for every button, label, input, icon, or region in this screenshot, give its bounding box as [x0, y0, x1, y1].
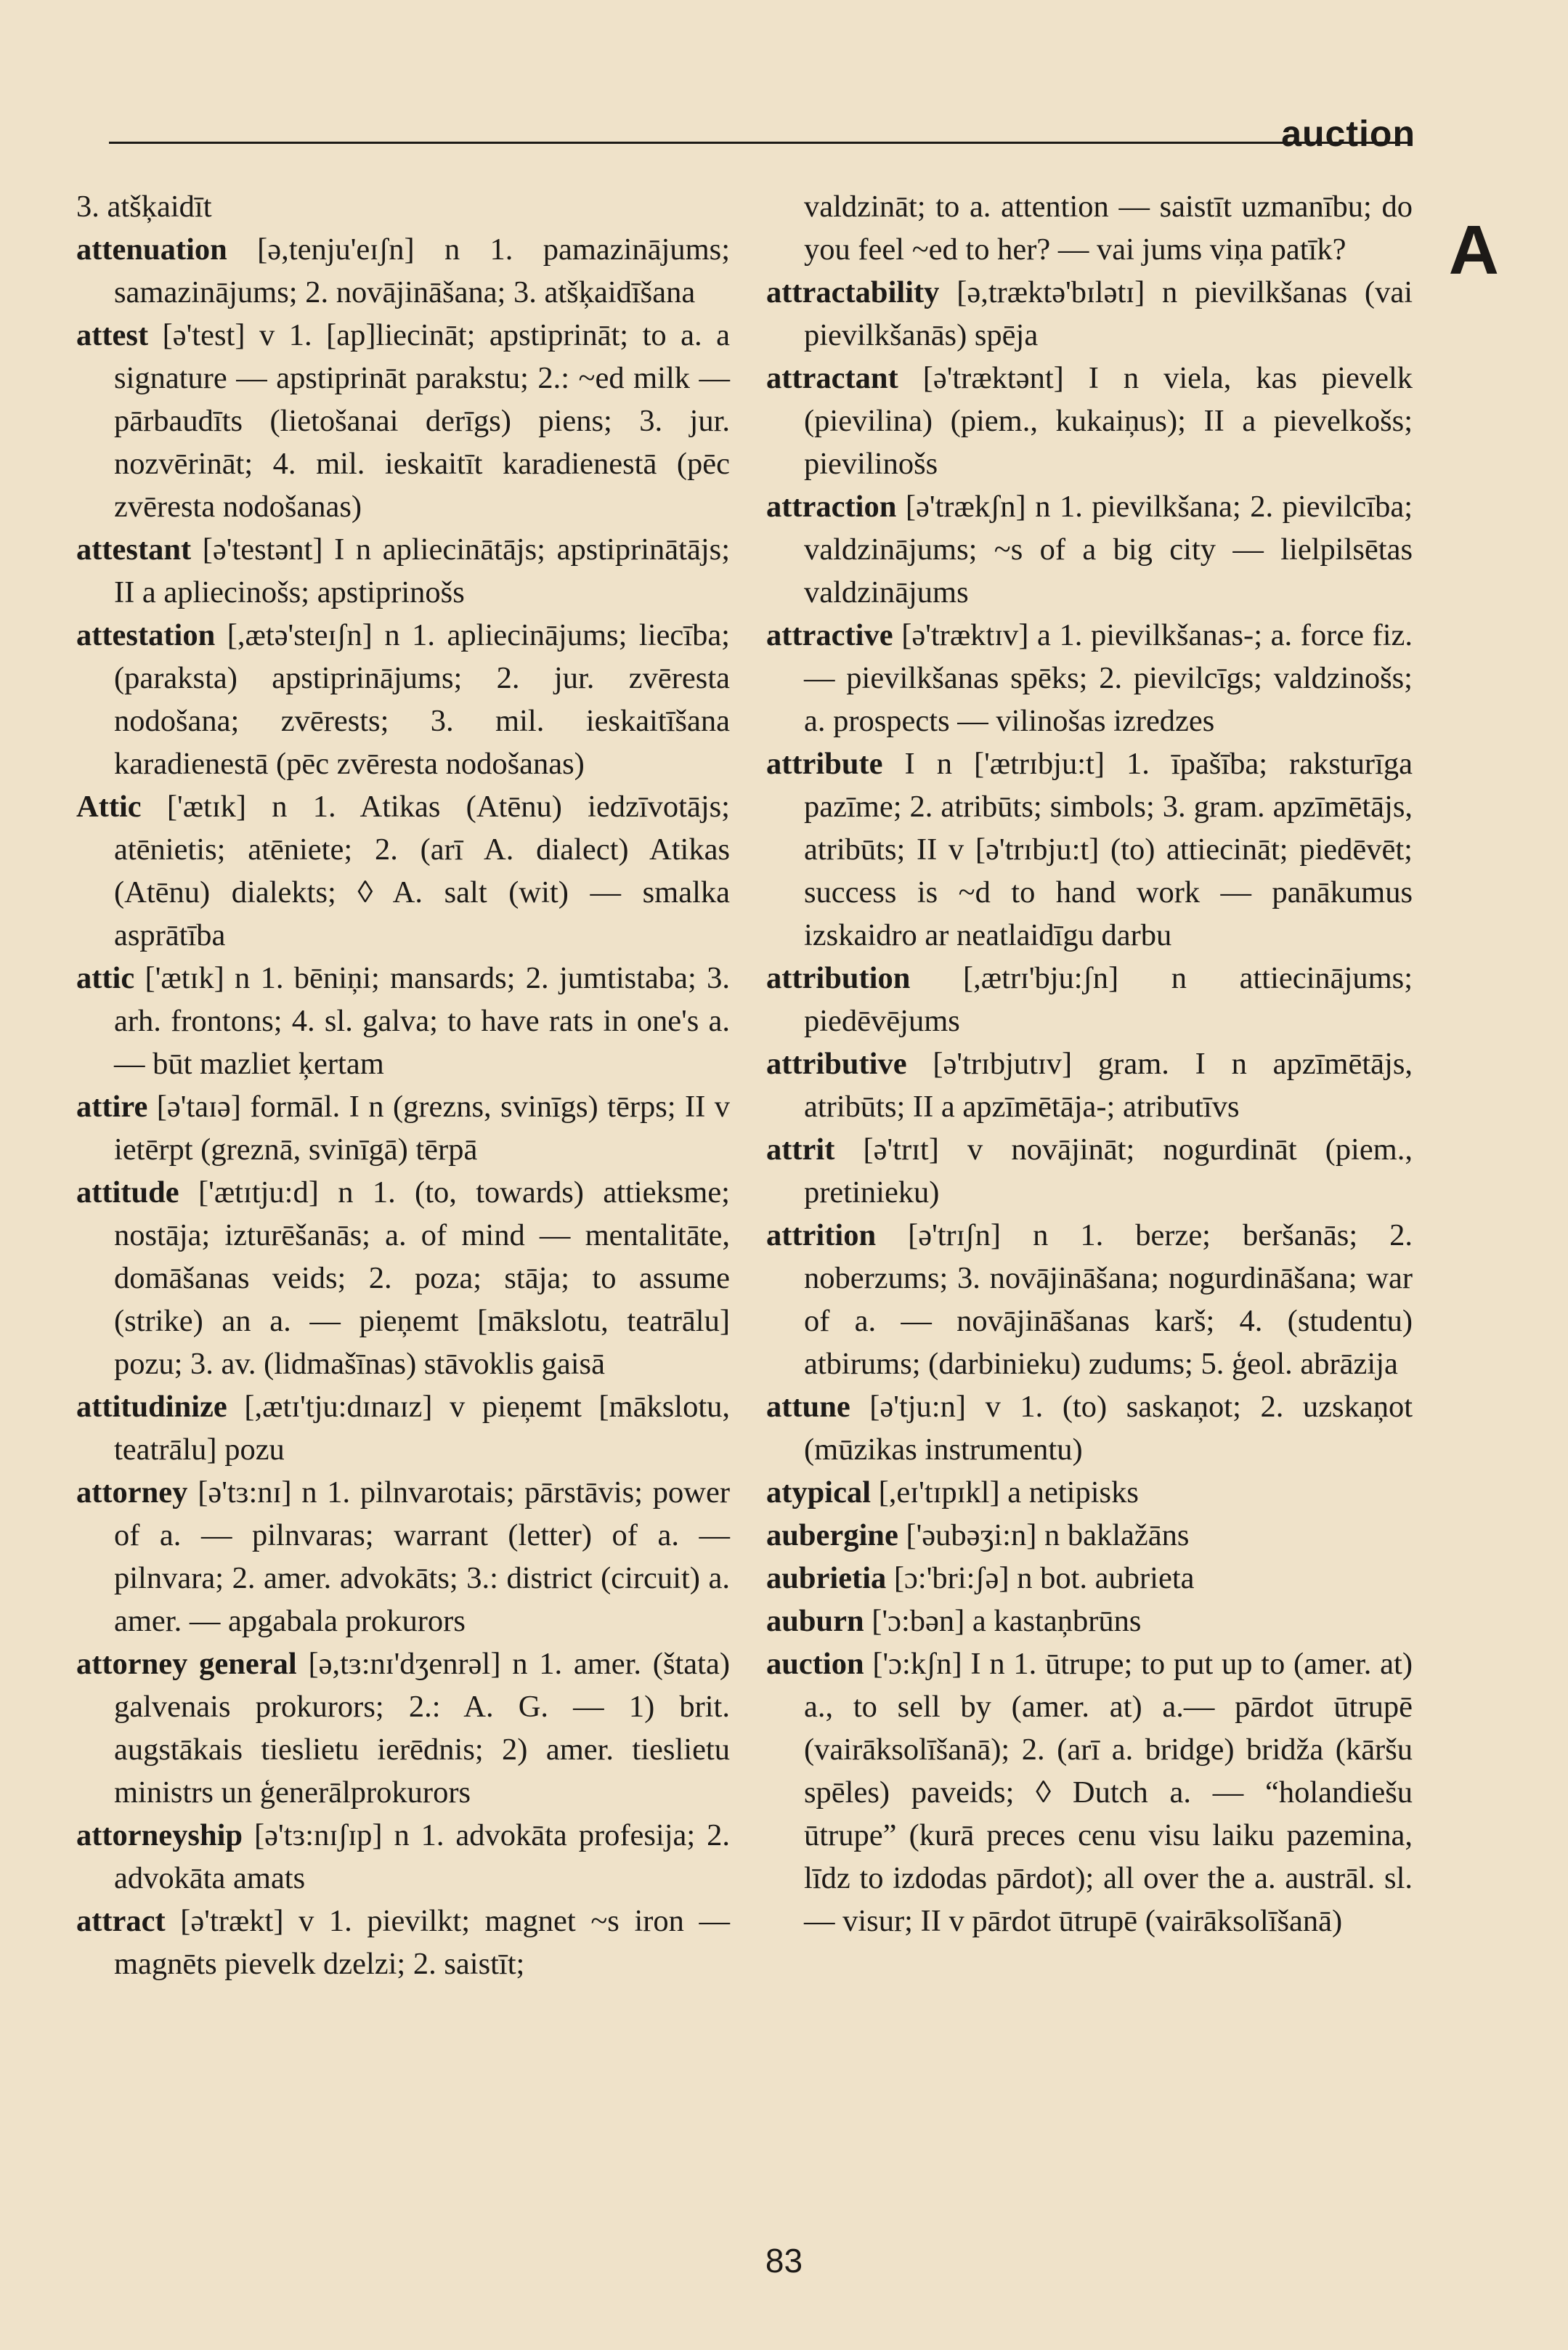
- entry-definition: ['ɔ:kʃn] I n 1. ūtrupe; to put up to (amer. at) a., to sell by (amer. at) a.— pārdot ūtrupē (vairāksolīšanā); 2. (arī a. bridge) bridža (kāršu spēles) paveids; ◊ Dutch a. — “holandiešu ūtrupe” (kurā preces cenu visu laiku pazemina, līdz to izdodas pārdot); all over the a. austrāl. sl. — visur; II v pārdot ūtrupē (vairāksolīšanā): [804, 1647, 1413, 1938]
- dictionary-entry: [766, 1214, 1413, 1385]
- entry-definition: [ə'trækt] v 1. pievilkt; magnet ~s iron — magnēts pievelk dzelzi; 2. saistīt;: [114, 1904, 730, 1981]
- entry-definition: [ə'test] v 1. [ap]liecināt; apstiprināt; to a. a signature — apstiprināt parakstu; 2.: ~ed milk — pārbaudīts (lietošanai derīgs) piens; 3. jur. nozvērināt; 4. mil. ieskaitīt karadienestā (pēc zvēresta nodošanas): [114, 318, 730, 524]
- entry-headword: attestation: [76, 618, 216, 652]
- entry-headword: attrit: [766, 1133, 835, 1167]
- entry-headword: attenuation: [76, 232, 227, 267]
- entry-headword: attitudinize: [76, 1390, 227, 1424]
- entry-headword: attractant: [766, 361, 898, 395]
- entry-definition: [,ætrɪ'bju:ʃn] n attiecinājums; piedēvējums: [804, 961, 1413, 1038]
- dictionary-entry: [766, 1642, 1413, 1942]
- dictionary-entry: [76, 785, 730, 957]
- right-column: [766, 185, 1413, 1942]
- running-head: auction: [1281, 113, 1415, 154]
- entry-headword: attractability: [766, 275, 940, 309]
- entry-definition: ['ætɪk] n 1. Atikas (Atēnu) iedzīvotājs; atēnietis; atēniete; 2. (arī A. dialect) Atikas (Atēnu) dialekts; ◊ A. salt (wit) — smalka asprātība: [114, 790, 730, 952]
- entry-headword: attune: [766, 1390, 850, 1424]
- dictionary-entry: [766, 614, 1413, 742]
- entry-headword: attestant: [76, 532, 192, 567]
- entry-definition: [ə,træktə'bɪlətɪ] n pievilkšanas (vai pievilkšanās) spēja: [804, 275, 1413, 352]
- dictionary-entry: [76, 1385, 730, 1471]
- dictionary-entry: [76, 1642, 730, 1814]
- dictionary-entry: [766, 1385, 1413, 1471]
- entry-headword: atypical: [766, 1475, 872, 1510]
- entry-definition: I n ['ætrɪbju:t] 1. īpašība; raksturīga pazīme; 2. atribūts; simbols; 3. gram. apzīmētājs, atribūts; II v [ə'trɪbju:t] (to) attiecināt; piedēvēt; success is ~d to hand work — panākumus izskaidro ar neatlaidīgu darbu: [804, 747, 1413, 952]
- entry-headword: attrition: [766, 1218, 877, 1252]
- entry-definition: [ə'trɪbjutɪv] gram. I n apzīmētājs, atribūts; II a apzīmētāja-; atributīvs: [804, 1047, 1413, 1124]
- dictionary-entry: [76, 314, 730, 528]
- entry-headword: attitude: [76, 1175, 179, 1210]
- dictionary-entry: [766, 185, 1413, 271]
- dictionary-entry: [766, 1471, 1413, 1514]
- entry-definition: [ə'trækʃn] n 1. pievilkšana; 2. pievilcība; valdzinājums; ~s of a big city — lielpilsētas valdzinājums: [804, 490, 1413, 609]
- entry-headword: auburn: [766, 1604, 864, 1638]
- entry-headword: attorney general: [76, 1647, 297, 1681]
- dictionary-entry: [76, 614, 730, 785]
- entry-definition: ['ætɪk] n 1. bēniņi; mansards; 2. jumtistaba; 3. arh. frontons; 4. sl. galva; to have rats in one's a. — būt mazliet ķertam: [114, 961, 730, 1081]
- dictionary-entry: [76, 528, 730, 614]
- entry-definition: [ə'tɜ:nɪʃɪp] n 1. advokāta profesija; 2. advokāta amats: [114, 1818, 731, 1895]
- entry-definition: [ə'testənt] I n apliecinātājs; apstiprinātājs; II a apliecinošs; apstiprinošs: [114, 532, 730, 609]
- entry-headword: attract: [76, 1904, 166, 1938]
- page-number: 83: [765, 2242, 803, 2280]
- dictionary-entry: [766, 1514, 1413, 1557]
- entry-headword: attribution: [766, 961, 911, 995]
- dictionary-entry: [76, 185, 730, 228]
- dictionary-entry: [766, 1042, 1413, 1128]
- entry-headword: aubrietia: [766, 1561, 887, 1595]
- entry-headword: attractive: [766, 618, 893, 652]
- dictionary-entry: [766, 742, 1413, 957]
- entry-headword: attest: [76, 318, 149, 352]
- entry-headword: Attic: [76, 790, 142, 824]
- entry-headword: attraction: [766, 490, 897, 524]
- entry-definition: [ə'træktɪv] a 1. pievilkšanas-; a. force fiz.— pievilkšanas spēks; 2. pievilcīgs; valdzinošs; a. prospects — vilinošas izredzes: [804, 618, 1413, 738]
- dictionary-entry: [766, 1557, 1413, 1600]
- entry-definition: [ə,tenju'eɪʃn] n 1. pamazinājums; samazinājums; 2. novājināšana; 3. atšķaidīšana: [114, 232, 730, 309]
- dictionary-entry: [766, 357, 1413, 485]
- header-rule: [109, 142, 1409, 144]
- entry-definition: 3. atšķaidīt: [76, 190, 212, 224]
- entry-definition: [ə'tɜ:nɪ] n 1. pilnvarotais; pārstāvis; power of a. — pilnvaras; warrant (letter) of a. — pilnvara; 2. amer. advokāts; 3.: district (circuit) a. amer. — apgabala prokurors: [114, 1475, 730, 1638]
- entry-definition: [ə,tɜ:nɪ'dʒenrəl] n 1. amer. (štata) galvenais prokurors; 2.: A. G. — 1) brit. augstākais tieslietu ierēdnis; 2) amer. tieslietu ministrs un ģenerālprokurors: [114, 1647, 730, 1810]
- entry-definition: [ə'træktənt] I n viela, kas pievelk (pievilina) (piem., kukaiņus); II a pievelkošs; pievilinošs: [804, 361, 1413, 481]
- entry-headword: attribute: [766, 747, 883, 781]
- entry-definition: [ə'trɪt] v novājināt; nogurdināt (piem., pretinieku): [804, 1133, 1413, 1210]
- letter-tab: A: [1448, 211, 1499, 289]
- dictionary-entry: [76, 1814, 730, 1900]
- dictionary-entry: [766, 1600, 1413, 1642]
- entry-definition: [,ætə'steɪʃn] n 1. apliecinājums; liecība; (paraksta) apstiprinājums; 2. jur. zvēresta nodošana; zvērests; 3. mil. ieskaitīšana karadienestā (pēc zvēresta nodošanas): [114, 618, 730, 781]
- entry-definition: [,eɪ'tɪpɪkl] a netipisks: [878, 1475, 1139, 1510]
- entry-definition: ['ætɪtju:d] n 1. (to, towards) attieksme; nostāja; izturēšanās; a. of mind — mentalitāte, domāšanas veids; 2. poza; stāja; to assume (strike) an a. — pieņemt [mākslotu, teatrālu] pozu; 3. av. (lidmašīnas) stāvoklis gaisā: [114, 1175, 730, 1381]
- dictionary-entry: [766, 485, 1413, 614]
- entry-definition: ['ɔ:bən] a kastaņbrūns: [872, 1604, 1142, 1638]
- entry-headword: attorneyship: [76, 1818, 243, 1852]
- entry-headword: attire: [76, 1090, 148, 1124]
- dictionary-entry: [766, 271, 1413, 357]
- dictionary-entry: [76, 1900, 730, 1985]
- entry-headword: attorney: [76, 1475, 188, 1510]
- entry-definition: [ɔ:'bri:ʃə] n bot. aubrieta: [893, 1561, 1195, 1595]
- dictionary-entry: [766, 957, 1413, 1042]
- entry-definition: [,ætɪ'tju:dɪnaɪz] v pieņemt [mākslotu, teatrālu] pozu: [114, 1390, 731, 1467]
- entry-definition: [ə'trɪʃn] n 1. berze; beršanās; 2. noberzums; 3. novājināšana; nogurdināšana; war of a. — novājināšanas karš; 4. (studentu) atbirums; (darbinieku) zudums; 5. ģeol. abrāzija: [804, 1218, 1413, 1381]
- entry-definition: ['əubəʒi:n] n baklažāns: [906, 1518, 1190, 1552]
- dictionary-entry: [76, 1471, 730, 1642]
- entry-headword: auction: [766, 1647, 864, 1681]
- dictionary-entry: [76, 228, 730, 314]
- entry-definition: [ə'tju:n] v 1. (to) saskaņot; 2. uzskaņot (mūzikas instrumentu): [804, 1390, 1413, 1467]
- left-column: [76, 185, 730, 1985]
- dictionary-entry: [76, 1085, 730, 1171]
- entry-definition: [ə'taɪə] formāl. I n (grezns, svinīgs) tērps; II v ietērpt (greznā, svinīgā) tērpā: [114, 1090, 730, 1167]
- entry-headword: aubergine: [766, 1518, 898, 1552]
- entry-headword: attributive: [766, 1047, 907, 1081]
- dictionary-entry: [76, 1171, 730, 1385]
- entry-definition: valdzināt; to a. attention — saistīt uzmanību; do you feel ~ed to her? — vai jums viņa patīk?: [804, 190, 1413, 267]
- dictionary-entry: [766, 1128, 1413, 1214]
- entry-headword: attic: [76, 961, 135, 995]
- dictionary-entry: [76, 957, 730, 1085]
